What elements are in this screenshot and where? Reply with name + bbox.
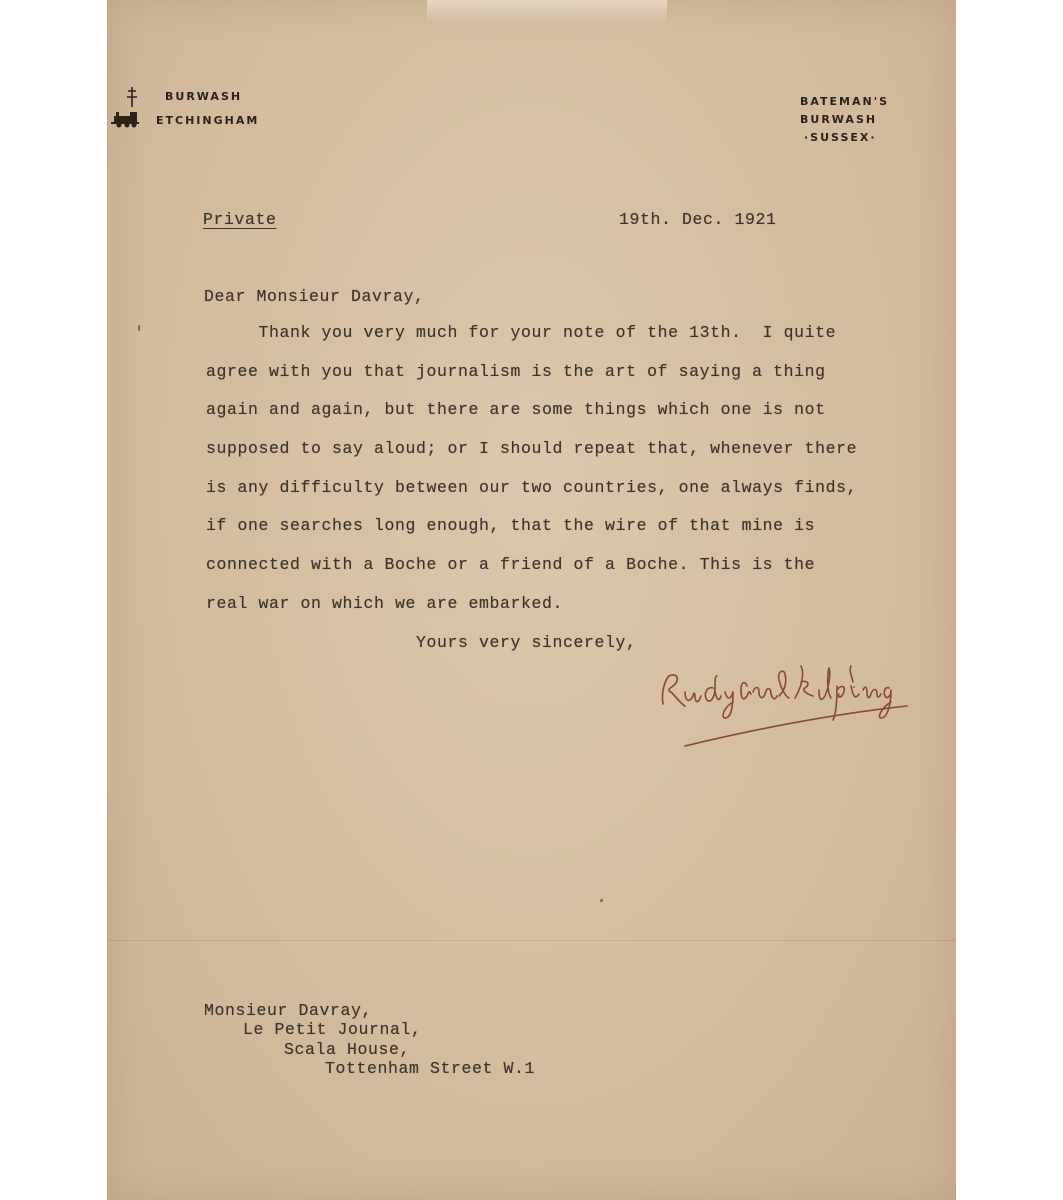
address-line: Tottenham Street W.1 xyxy=(325,1059,536,1078)
paper-speck xyxy=(853,686,855,688)
cross-icon xyxy=(125,86,139,108)
address-line: Scala House, xyxy=(284,1040,411,1059)
body-line: supposed to say aloud; or I should repeat that, whenever there xyxy=(206,439,858,458)
private-marking: Private xyxy=(203,210,277,229)
letterhead-right-line1: BATEMAN'S xyxy=(800,95,890,108)
letterhead-right-line2: BURWASH xyxy=(800,113,878,126)
locomotive-icon xyxy=(111,110,141,128)
body-line: again and again, but there are some things which one is not xyxy=(206,400,826,419)
body-line: if one searches long enough, that the wire of that mine is xyxy=(206,516,816,535)
address-line: Monsieur Davray, xyxy=(204,1001,373,1020)
closing: Yours very sincerely, xyxy=(416,633,637,652)
body-line: Thank you very much for your note of the 13th. I quite xyxy=(206,323,837,342)
letter-date: 19th. Dec. 1921 xyxy=(619,210,777,229)
letter-sheet xyxy=(107,0,956,1200)
letterhead-left-line2: ETCHINGHAM xyxy=(156,114,260,127)
paper-speck xyxy=(138,325,140,331)
body-line: connected with a Boche or a friend of a Boche. This is the xyxy=(206,555,816,574)
body-line: real war on which we are embarked. xyxy=(206,594,564,613)
letterhead-left-line1: BURWASH xyxy=(165,90,243,103)
paper-stain xyxy=(427,0,667,24)
salutation: Dear Monsieur Davray, xyxy=(204,287,425,306)
body-line: agree with you that journalism is the art of saying a thing xyxy=(206,362,826,381)
paper-speck xyxy=(600,899,603,902)
fold-line xyxy=(107,940,956,941)
body-line: is any difficulty between our two countries, one always finds, xyxy=(206,478,858,497)
address-line: Le Petit Journal, xyxy=(243,1020,422,1039)
letterhead-right-line3: ·SUSSEX· xyxy=(804,131,877,144)
signature-image xyxy=(655,646,925,756)
